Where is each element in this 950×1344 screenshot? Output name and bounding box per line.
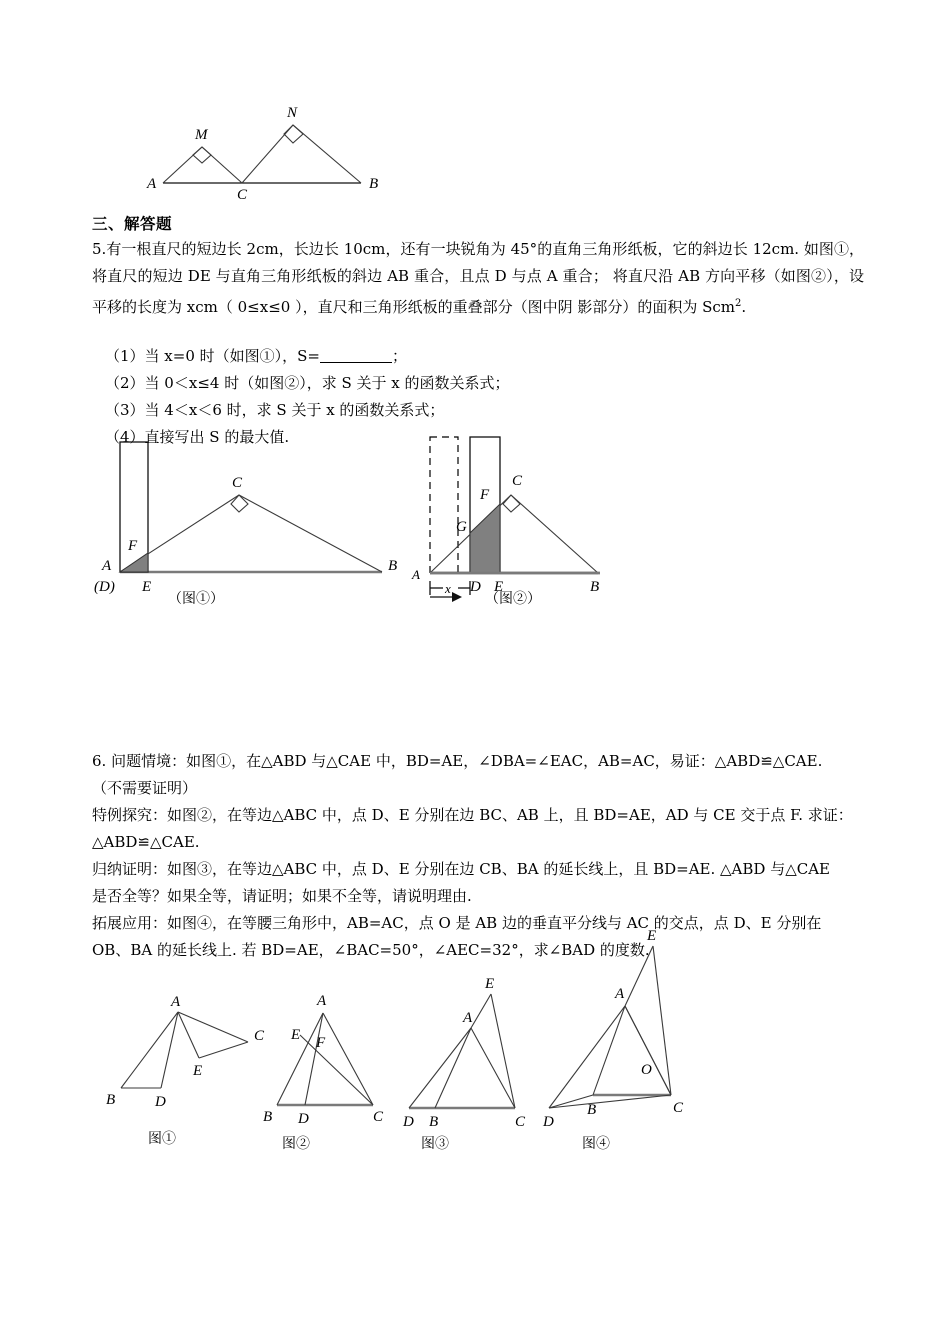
q5-stem-text4: 影部分）的面积为 S <box>577 298 713 316</box>
q5-stem-period: . <box>741 298 747 316</box>
fig5-2-label-B: B <box>590 579 600 595</box>
fig5-2-label-A: A <box>412 567 420 582</box>
fig6-2-label-A: A <box>317 993 327 1009</box>
question5-figure-2-caption: （图②） <box>485 591 541 607</box>
question6-line-7: 拓展应用：如图④，在等腰三角形中，AB=AC，点 O 是 AB 边的垂直平分线与 AC 的交点，点 D、E 分别在 <box>92 914 822 932</box>
fig6-2-label-B: B <box>263 1109 273 1125</box>
fig5-2-label-G: G <box>456 519 467 535</box>
question6-line-8: OB、BA 的延长线上. 若 BD=AE，∠BAC=50°，∠AEC=32°，求∠BAD 的度数. <box>92 941 650 959</box>
q5-stem-exponent: 2 <box>735 298 742 309</box>
question5-item-1 <box>105 343 705 370</box>
fig6-1-label-E: E <box>193 1063 203 1079</box>
fig5-2-label-E: E <box>494 579 504 595</box>
fig5-2-label-C: C <box>512 473 523 489</box>
question6-line-2: （不需要证明） <box>92 779 198 797</box>
question5-figure-1-caption: （图①） <box>168 591 224 607</box>
fig6-3-label-C: C <box>515 1114 526 1130</box>
fig6-3-label-D: D <box>403 1114 414 1130</box>
question6-line-3: 特例探究：如图②，在等边△ABC 中，点 D、E 分别在边 BC、AB 上，且 BD=AE，AD 与 CE 交于点 F. 求证： <box>92 806 853 824</box>
question6-figure-1 <box>103 990 278 1165</box>
fig6-2-label-F: F <box>316 1035 326 1051</box>
fig5-2-label-F: F <box>480 487 490 503</box>
question5-item-3: （3）当 4＜x＜6 时，求 S 关于 x 的函数关系式； <box>105 401 445 419</box>
fig6-3-label-B: B <box>429 1114 439 1130</box>
q5-stem-unit: cm <box>712 298 736 316</box>
question6-line-6: 是否全等？如果全等，请证明；如果不全等，请说明理由. <box>92 887 472 905</box>
question6-figure-4-caption: 图④ <box>582 1136 610 1152</box>
fig6-4-label-O: O <box>641 1062 652 1078</box>
top-figure-two-right-triangles <box>145 95 395 203</box>
question5-figure-2 <box>408 425 738 615</box>
question6-line-1: 6. 问题情境：如图①，在△ABD 与△CAE 中，BD=AE，∠DBA=∠EAC，AB=AC，易证：△ABD≌△CAE. <box>92 752 823 770</box>
top-figure-label-N: N <box>287 105 298 121</box>
fig6-3-label-E: E <box>485 976 495 992</box>
top-figure-label-B: B <box>369 176 379 192</box>
fig6-4-label-B: B <box>587 1102 597 1118</box>
fig5-1-label-D: (D) <box>94 579 115 595</box>
fig6-1-label-C: C <box>254 1028 265 1044</box>
fig6-4-label-C: C <box>673 1100 684 1116</box>
q5-stem-line1: 5. <box>92 240 107 258</box>
section-heading: 三、解答题 <box>92 214 173 233</box>
question6-figure-3-caption: 图③ <box>421 1136 449 1152</box>
fig6-3-label-A: A <box>463 1010 473 1026</box>
q5-stem-text3: 方向平移（如图②），设平移的长度为 xcm（ 0≤x≤0 ），直尺和三角形纸板的重叠部分（图中阴 <box>92 267 864 316</box>
question5-stem <box>92 236 864 321</box>
question6-line-4: △ABD≌△CAE. <box>92 833 200 851</box>
fig6-4-label-D: D <box>543 1114 554 1130</box>
fig6-4-label-A: A <box>615 986 625 1002</box>
fig5-1-label-F: F <box>128 538 138 554</box>
fig5-1-label-C: C <box>232 475 243 491</box>
fig6-4-label-E: E <box>647 928 657 944</box>
question5-figure-1 <box>92 430 412 615</box>
q5-stem-text1: 有一根直尺的短边长 2cm，长边长 10cm，还有一块锐角为 45°的直角三角形纸板，它的斜边长 <box>106 240 748 258</box>
question6-figure-4 <box>543 928 743 1165</box>
question5-item-4: （4）直接写出 S 的最大值. <box>105 428 290 446</box>
fig5-1-label-B: B <box>388 558 398 574</box>
question6-figure-1-caption: 图① <box>148 1131 176 1147</box>
fig5-2-label-D: D <box>470 579 481 595</box>
fig5-1-label-E: E <box>142 579 152 595</box>
fig6-1-label-A: A <box>171 994 181 1010</box>
question6-line-5: 归纳证明：如图③，在等边△ABC 中，点 D、E 分别在边 CB、BA 的延长线上，且 BD=AE. △ABD 与△CAE <box>92 860 831 878</box>
question5-item-1-label: （1）当 x=0 时（如图①），S= <box>105 347 320 365</box>
top-figure-label-A: A <box>147 176 157 192</box>
question6-figure-2-caption: 图② <box>282 1136 310 1152</box>
fig5-1-label-A: A <box>102 558 112 574</box>
fig5-2-label-x: x <box>445 581 451 596</box>
question5-item-1-blank[interactable] <box>320 362 392 363</box>
fig6-2-label-E: E <box>291 1027 301 1043</box>
fig6-1-label-B: B <box>106 1092 116 1108</box>
top-figure-label-C: C <box>237 187 248 203</box>
fig6-2-label-C: C <box>373 1109 384 1125</box>
question5-item-2: （2）当 0＜x≤4 时（如图②），求 S 关于 x 的函数关系式； <box>105 374 510 392</box>
q5-stem-text2: 12cm. 如图①，将直尺的短边 DE 与直角三角形纸板的斜边 AB 重合，且点 D 与点 A 重合； 将直尺沿 AB <box>92 240 864 285</box>
question6-text <box>92 748 864 964</box>
top-figure-label-M: M <box>195 127 208 143</box>
fig6-1-label-D: D <box>155 1094 166 1110</box>
fig6-2-label-D: D <box>298 1111 309 1127</box>
question5-item-1-tail: ； <box>392 347 408 365</box>
